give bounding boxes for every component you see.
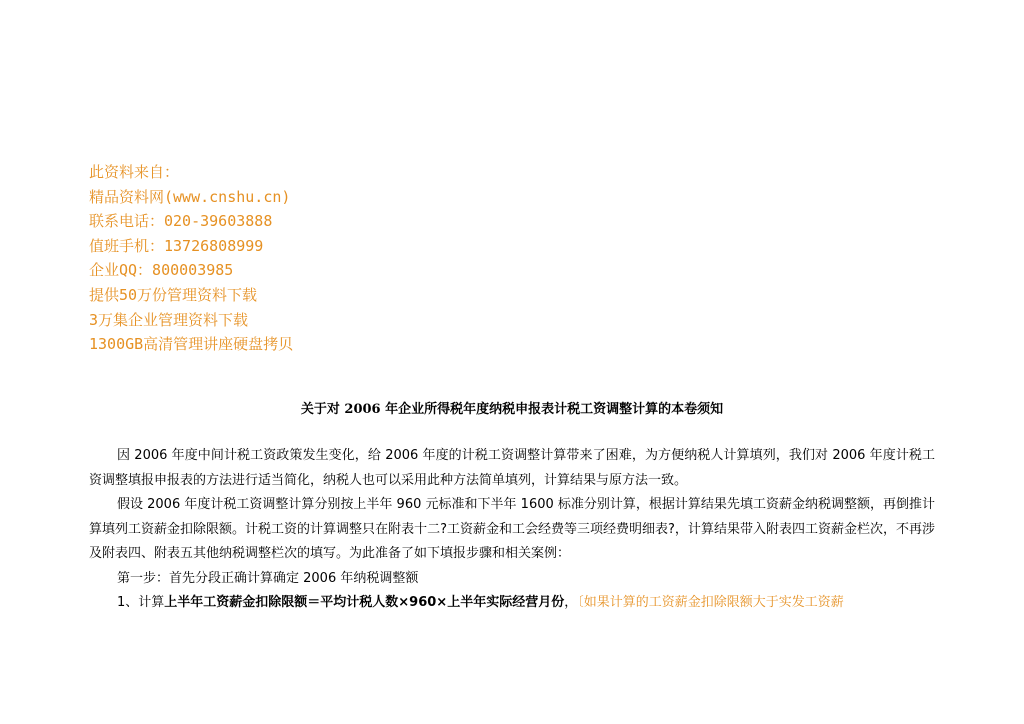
- source-info-line: 企业QQ：800003985: [89, 261, 234, 280]
- item-separator: ，: [564, 595, 578, 610]
- item-note: 〔如果计算的工资薪金扣除限额大于实发工资薪: [577, 595, 844, 610]
- paragraph-assumption: 假设 2006 年度计税工资调整计算分别按上半年 960 元标准和下半年 1600 标准分别计算，根据计算结果先填工资薪金纳税调整额，再倒推计算填列工资薪金扣除限额。计税工资的计算调整只在附表十二?工资薪金和工会经费等三项经费明细表?，计算结果带入附表四工资薪金栏次，不再涉及附表四、附表五其他纳税调整栏次的填写。为此准备了如下填报步骤和相关案例：: [89, 497, 935, 561]
- item-prefix: 1、计算: [117, 595, 165, 610]
- document-title: 关于对 2006 年企业所得税年度纳税申报表计税工资调整计算的本卷须知: [300, 402, 724, 417]
- source-info-line: 3万集企业管理资料下载: [89, 310, 249, 329]
- source-info-line: 值班手机：13726808999: [89, 236, 264, 255]
- step-one-item-one: [89, 591, 935, 616]
- source-info-line: 提供50万份管理资料下载: [89, 285, 258, 304]
- document-body: [89, 444, 935, 616]
- source-info-line: 此资料来自：: [89, 163, 180, 181]
- source-info-line: 1300GB高清管理讲座硬盘拷贝: [89, 335, 294, 354]
- source-info-block: [89, 160, 293, 357]
- source-info-line: 精品资料网(www.cnshu.cn): [89, 187, 291, 206]
- step-one-heading: 第一步：首先分段正确计算确定 2006 年纳税调整额: [117, 570, 419, 586]
- item-formula: 上半年工资薪金扣除限额＝平均计税人数×960×上半年实际经营月份: [164, 595, 565, 610]
- paragraph-intro: 因 2006 年度中间计税工资政策发生变化，给 2006 年度的计税工资调整计算带来了困难，为方便纳税人计算填列，我们对 2006 年度计税工资调整填报申报表的方法进行适当简化，纳税人也可以采用此种方法简单填列，计算结果与原方法一致。: [89, 448, 935, 488]
- source-info-line: 联系电话：020-39603888: [89, 212, 273, 231]
